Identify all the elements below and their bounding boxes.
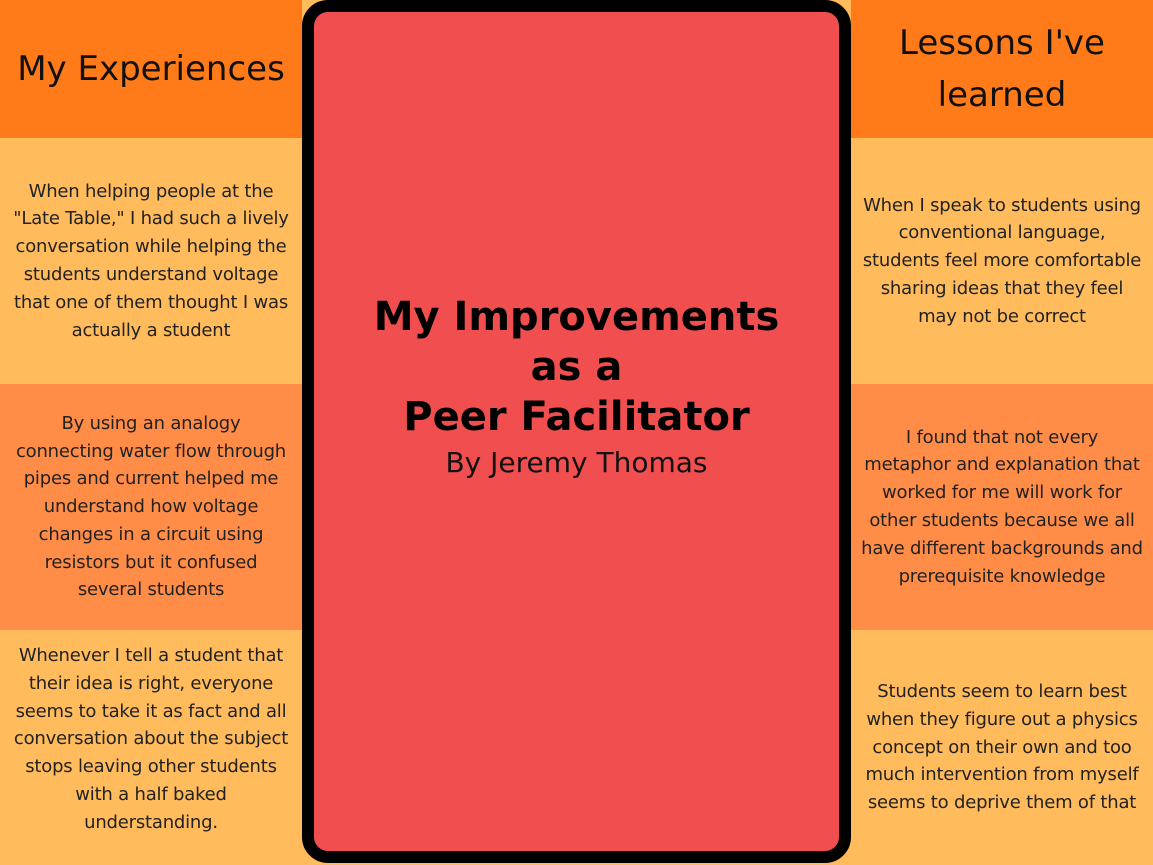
experience-text: When helping people at the "Late Table," I had such a lively conversation while helping the students understand voltage that one of them thought I was actually a student (13, 180, 289, 341)
title-card (302, 0, 851, 863)
experiences-header-text: My Experiences (17, 49, 285, 89)
lesson-text: When I speak to students using conventional language, students feel more comfortable sharing ideas that they feel may not be correct (862, 194, 1142, 327)
title-line: as a (530, 344, 623, 390)
experiences-header (0, 0, 302, 138)
experience-item (0, 384, 302, 630)
experiences-column (0, 0, 302, 865)
lesson-item (851, 384, 1153, 630)
page-title (374, 292, 780, 442)
experience-text: By using an analogy connecting water flow through pipes and current helped me understand how voltage changes in a circuit using resistors but it confused several students (15, 412, 287, 601)
title-line: My Improvements (373, 294, 780, 340)
experience-item (0, 630, 302, 865)
lessons-column (851, 0, 1153, 865)
lesson-item (851, 630, 1153, 865)
lesson-text: Students seem to learn best when they figure out a physics concept on their own and too much intervention from myself seems to deprive them of that (865, 681, 1139, 814)
title-line: Peer Facilitator (403, 394, 750, 440)
lessons-header (851, 0, 1153, 138)
experience-item (0, 138, 302, 384)
author-byline: By Jeremy Thomas (445, 446, 708, 479)
lesson-item (851, 138, 1153, 384)
lessons-header-text: Lessons I've learned (899, 23, 1105, 115)
lesson-text: I found that not every metaphor and explanation that worked for me will work for other students because we all have different backgrounds and prerequisite knowledge (861, 426, 1143, 587)
experience-text: Whenever I tell a student that their idea is right, everyone seems to take it as fact and all conversation about the subject stops leaving other students with a half baked understanding. (13, 645, 289, 833)
